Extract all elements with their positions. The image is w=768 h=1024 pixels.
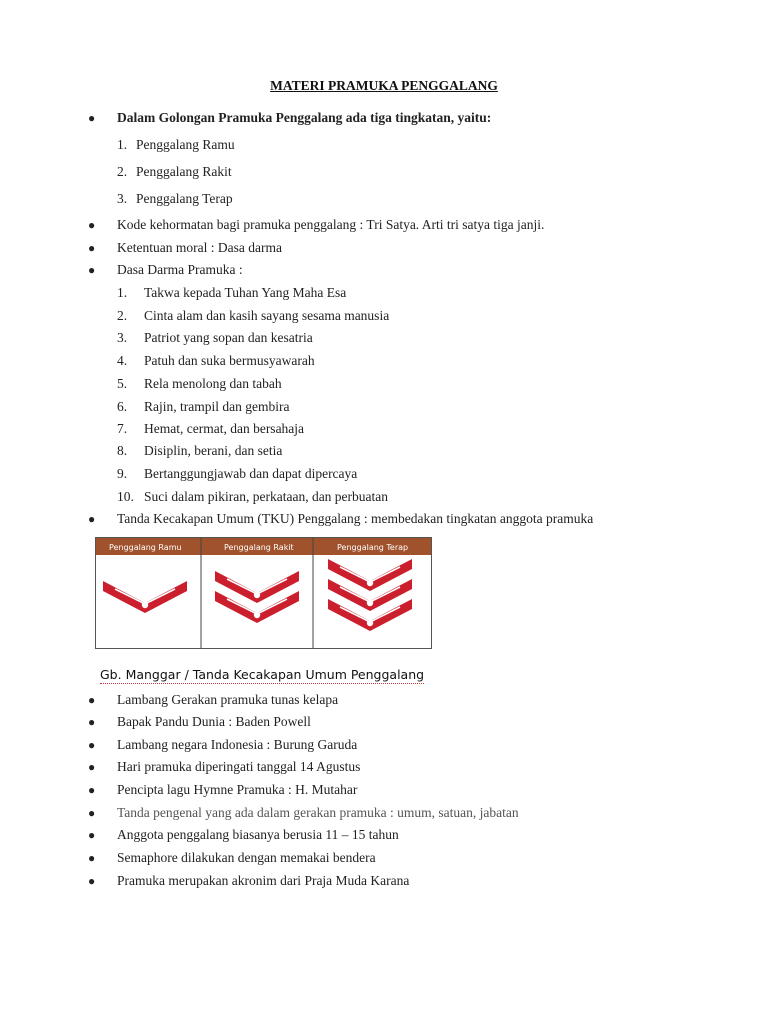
- list-item: [88, 109, 728, 127]
- tku-badge-table: [95, 537, 432, 649]
- page-title: MATERI PRAMUKA PENGGALANG: [270, 78, 498, 93]
- bullet-icon: ●: [88, 851, 96, 865]
- bullet-icon: ●: [88, 111, 96, 125]
- bullet-icon: ●: [88, 783, 96, 797]
- list-item: ● Tanda pengenal yang ada dalam gerakan pramuka : umum, satuan, jabatan: [88, 805, 519, 820]
- bullet-icon: ●: [88, 263, 96, 277]
- list-item: ● Anggota penggalang biasanya berusia 11 – 15 tahun: [88, 827, 399, 842]
- badge-header-ramu: Penggalang Ramu: [109, 543, 182, 552]
- bullet-icon: ●: [88, 693, 96, 707]
- bullet-icon: ●: [88, 241, 96, 255]
- badge-header-terap: Penggalang Terap: [337, 543, 409, 552]
- intro-text: Dalam Golongan Pramuka Penggalang ada tiga tingkatan, yaitu:: [117, 110, 492, 125]
- tku-badge-figure: [95, 537, 432, 649]
- list-item: ● Pramuka merupakan akronim dari Praja Muda Karana: [88, 873, 410, 888]
- list-item: ● Hari pramuka diperingati tanggal 14 Agustus: [88, 759, 361, 774]
- list-item: ● Dasa Darma Pramuka :: [88, 262, 243, 277]
- list-item: ● Bapak Pandu Dunia : Baden Powell: [88, 714, 311, 729]
- bullet-icon: ●: [88, 760, 96, 774]
- bullet-icon: ●: [88, 828, 96, 842]
- list-item: ● Pencipta lagu Hymne Pramuka : H. Mutahar: [88, 782, 358, 797]
- bullet-icon: ●: [88, 874, 96, 888]
- figure-caption: Gb. Manggar / Tanda Kecakapan Umum Penggalang: [100, 667, 425, 682]
- bullet-icon: ●: [88, 715, 96, 729]
- badge-header-rakit: Penggalang Rakit: [224, 543, 294, 552]
- bullet-icon: ●: [88, 738, 96, 752]
- list-item: ● Lambang negara Indonesia : Burung Garuda: [88, 737, 358, 752]
- list-item: ● Kode kehormatan bagi pramuka penggalang : Tri Satya. Arti tri satya tiga janji.: [88, 217, 545, 232]
- bullet-icon: ●: [88, 512, 96, 526]
- bullet-icon: ●: [88, 218, 96, 232]
- list-item: ● Tanda Kecakapan Umum (TKU) Penggalang : membedakan tingkatan anggota pramuka: [88, 511, 594, 526]
- list-item: ● Ketentuan moral : Dasa darma: [88, 240, 282, 255]
- list-item: ● Semaphore dilakukan dengan memakai bendera: [88, 850, 376, 865]
- list-item: ● Lambang Gerakan pramuka tunas kelapa: [88, 692, 339, 707]
- bullet-icon: ●: [88, 806, 96, 820]
